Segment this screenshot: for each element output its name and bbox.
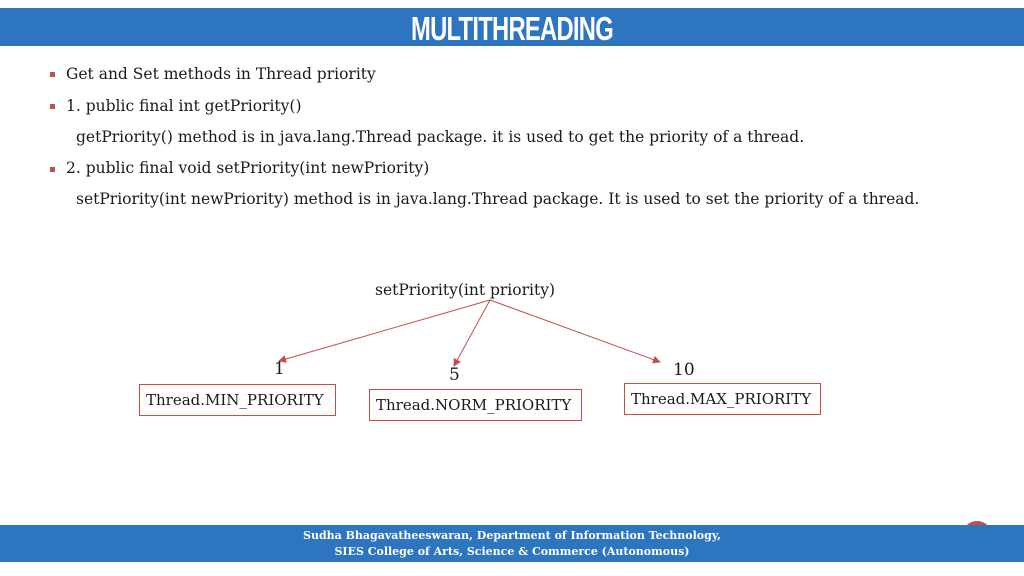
priority-number-min: 1 — [274, 359, 285, 379]
max-priority-box — [624, 383, 821, 415]
arrow-to-norm — [454, 300, 490, 366]
norm-priority-box — [369, 389, 582, 421]
min-priority-box — [139, 384, 336, 416]
bullet-text-3: 2. public final void setPriority(int newPriority) — [66, 159, 430, 177]
description-text-2: setPriority(int newPriority) method is in java.lang.Thread package. It is used to set the priority of a thread. — [76, 190, 920, 208]
footer-bar — [0, 525, 1024, 562]
bullet-text-2: 1. public final int getPriority() — [66, 97, 302, 115]
slide-title: MULTITHREADING — [411, 10, 613, 47]
arrow-to-max — [490, 300, 660, 362]
bullet-text-1: Get and Set methods in Thread priority — [66, 65, 376, 83]
diagram-root-label: setPriority(int priority) — [375, 281, 555, 299]
norm-priority-label: Thread.NORM_PRIORITY — [376, 396, 572, 414]
description-text-1: getPriority() method is in java.lang.Thread package. it is used to get the priority of a thread. — [76, 128, 805, 146]
priority-number-max: 10 — [673, 360, 695, 380]
min-priority-label: Thread.MIN_PRIORITY — [146, 391, 324, 409]
max-priority-label: Thread.MAX_PRIORITY — [631, 390, 812, 408]
footer-line-1: Sudha Bhagavatheeswaran, Department of Information Technology, — [303, 529, 721, 542]
arrow-to-min — [279, 300, 490, 361]
priority-number-norm: 5 — [449, 365, 460, 385]
footer-line-2: SIES College of Arts, Science & Commerce (Autonomous) — [334, 545, 690, 558]
